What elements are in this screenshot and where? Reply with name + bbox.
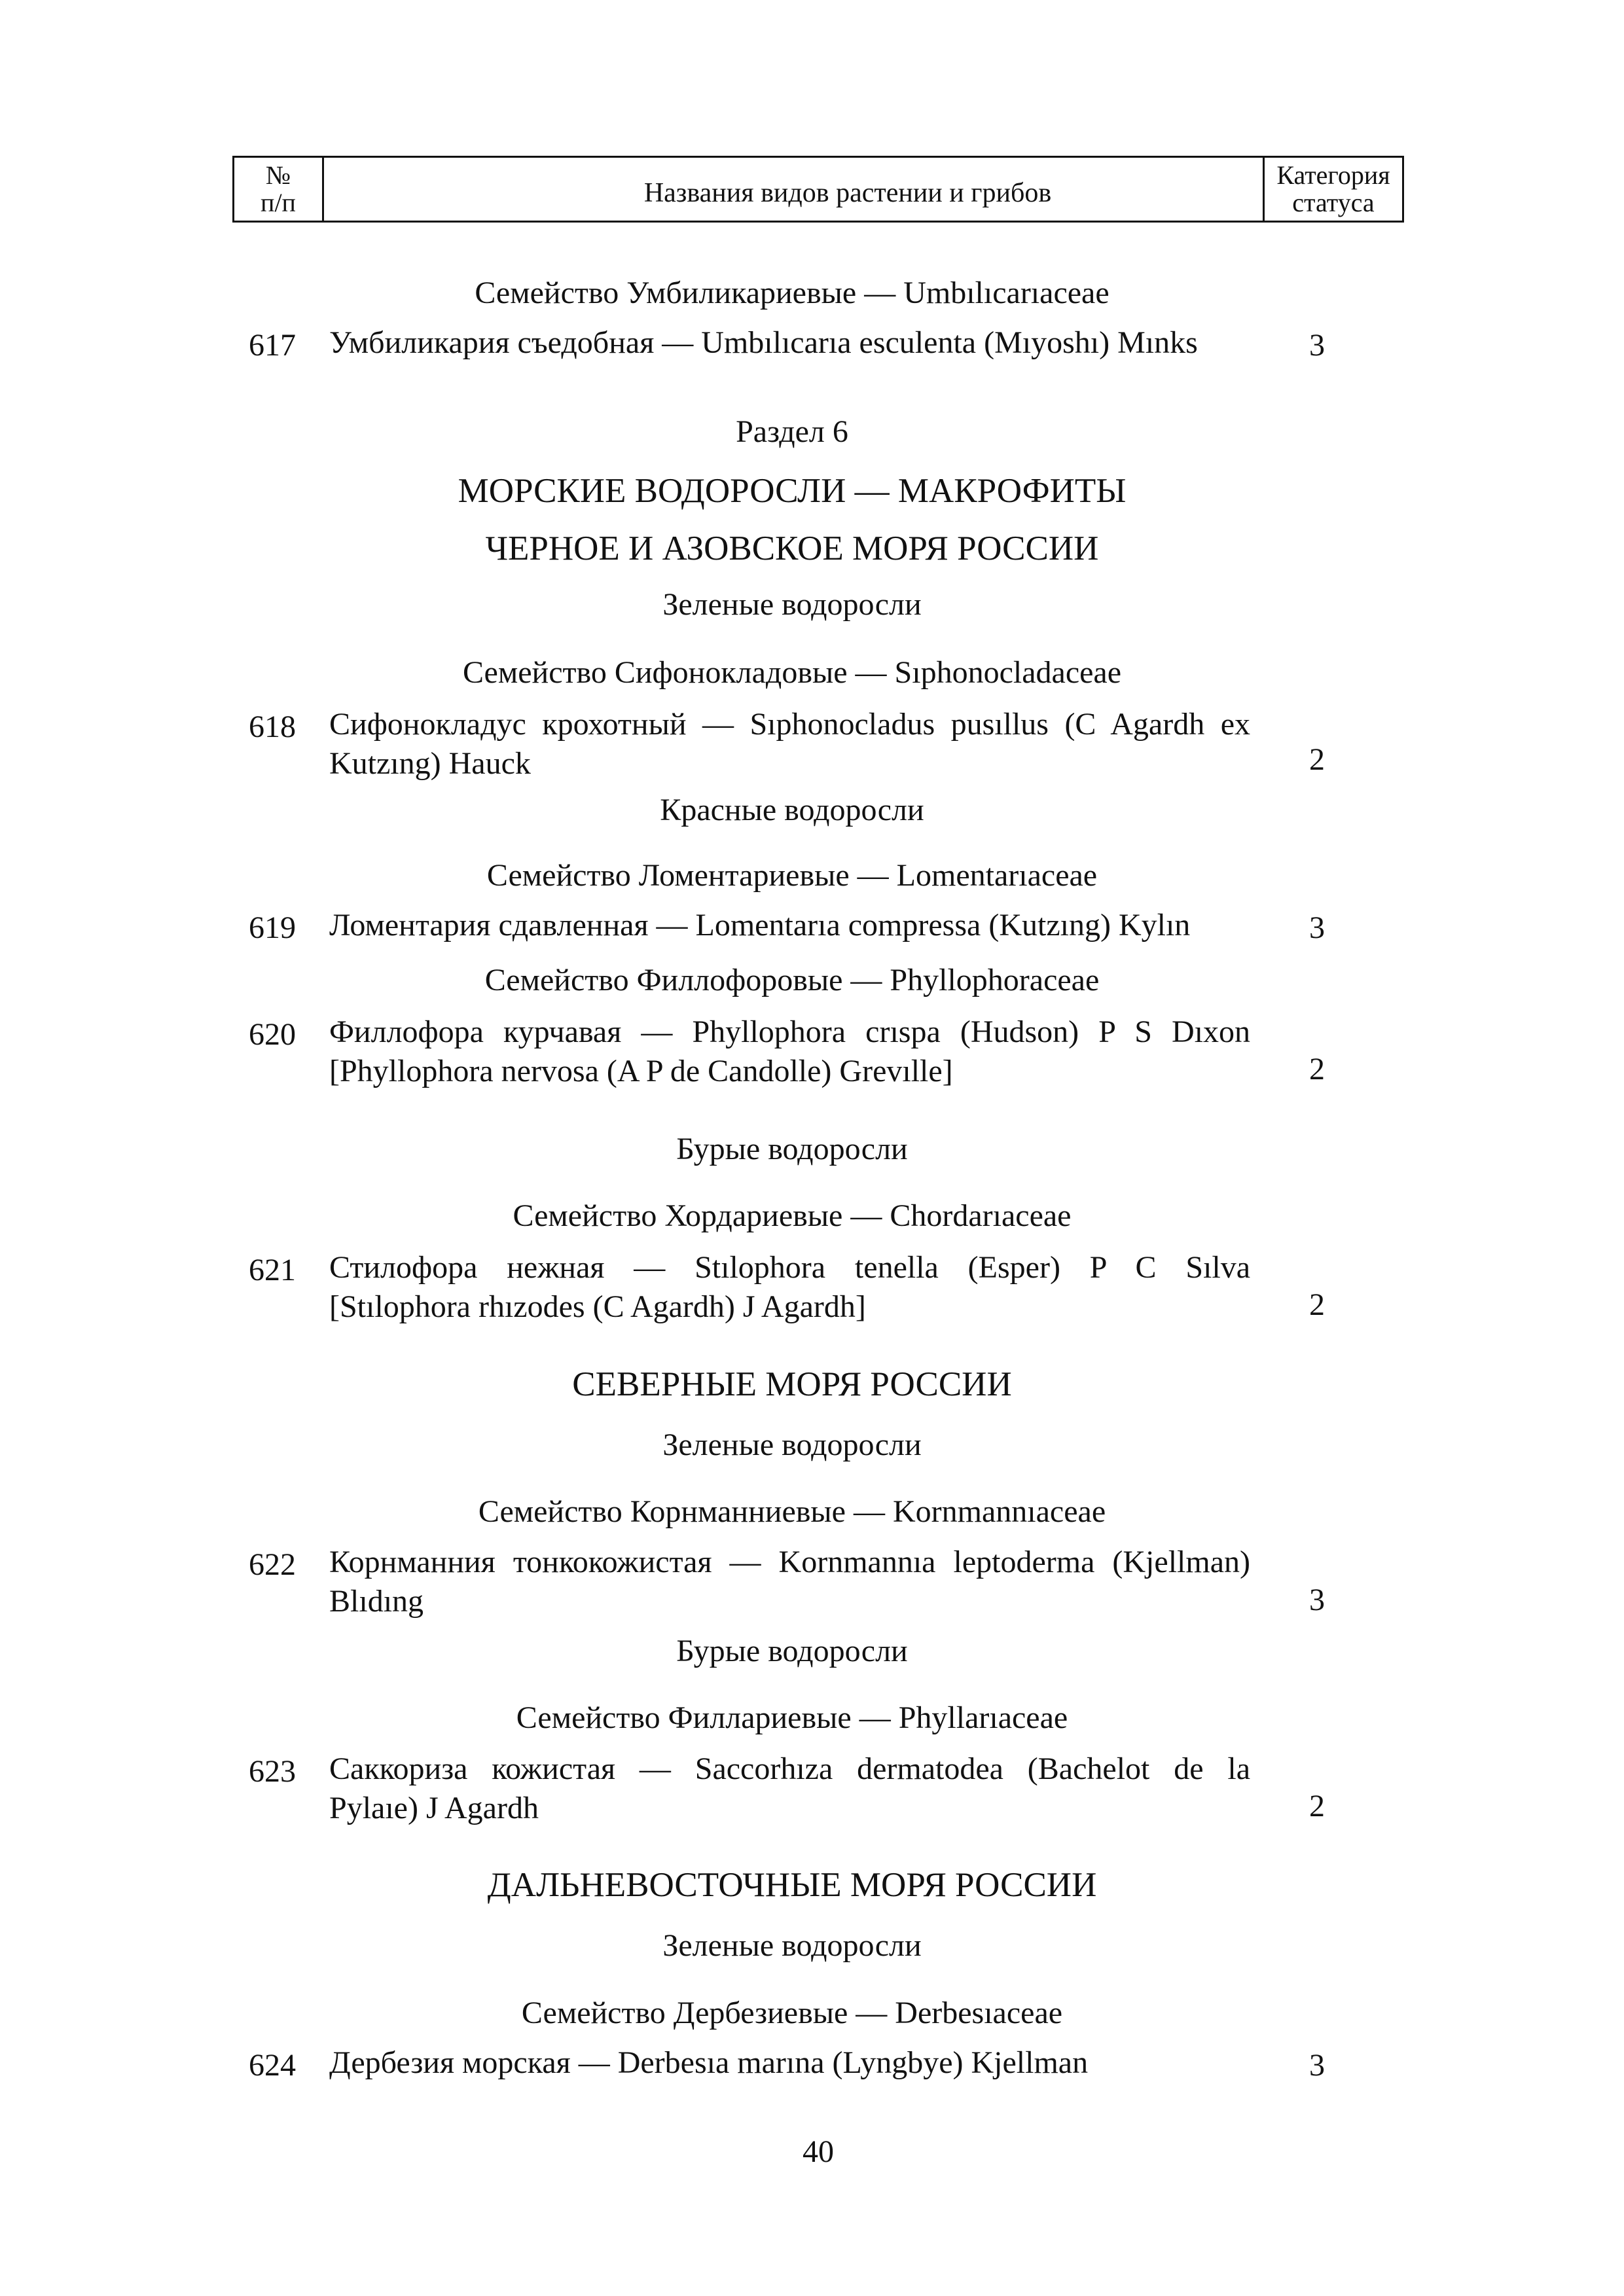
header-category-column: [1263, 158, 1402, 221]
page-number: 40: [803, 2134, 834, 2169]
species-category: 3: [1309, 910, 1325, 945]
species-name: [329, 1013, 1250, 1091]
species-number: 621: [249, 1253, 296, 1287]
species-name: Дербезия морская — Derbesıa marına (Lyngbye) Kjellman: [329, 2045, 1089, 2080]
species-category: 3: [1309, 328, 1325, 363]
species-name: Умбиликария съедобная — Umbılıcarıa esculenta (Mıyoshı) Mınks: [329, 325, 1198, 360]
species-name-line1: Корнманния тонкокожистая — Kornmannıa leptoderma (Kjellman): [329, 1545, 1250, 1579]
header-name-label: Названия видов растении и грибов: [643, 178, 1052, 208]
species-name-line2: Pylaıe) J Agardh: [329, 1791, 539, 1825]
algae-group-heading: Бурые водоросли: [676, 1634, 908, 1668]
species-category: 2: [1309, 1789, 1325, 1823]
species-name-line2: [Phyllophora nervosa (A P de Candolle) Grevılle]: [329, 1054, 953, 1088]
species-name-line1: Филлофора курчавая — Phyllophora crıspa (Hudson) P S Dıxon: [329, 1014, 1250, 1049]
region-heading: МОРСКИЕ ВОДОРОСЛИ — МАКРОФИТЫ: [458, 472, 1127, 510]
family-heading: Семейство Сифонокладовые — Sıphonocladaceae: [462, 655, 1122, 690]
species-number: 623: [249, 1754, 296, 1789]
species-number: 618: [249, 709, 296, 744]
family-heading: Семейство Корнманниевые — Kornmannıaceae: [478, 1494, 1106, 1529]
family-heading: Семейство Филлофоровые — Phyllophoraceae: [484, 963, 1100, 997]
family-heading: Семейство Умбиликариевые — Umbılıcarıaceae: [475, 276, 1110, 310]
table-header: [232, 156, 1404, 223]
header-number-symbol: №: [265, 160, 291, 190]
algae-group-heading: Красные водоросли: [660, 793, 924, 827]
section-heading: Раздел 6: [736, 414, 848, 449]
species-name: [329, 1543, 1250, 1621]
family-heading: Семейство Филлариевые — Phyllarıaceae: [516, 1700, 1068, 1735]
region-heading: ЧЕРНОЕ И АЗОВСКОЕ МОРЯ РОССИИ: [485, 529, 1099, 567]
species-category: 2: [1309, 742, 1325, 777]
species-name-line1: Стилофора нежная — Stılophora tenella (Esper) P C Sılva: [329, 1250, 1250, 1285]
species-category: 3: [1309, 2048, 1325, 2083]
species-name-line2: [Stılophora rhızodes (C Agardh) J Agardh]: [329, 1289, 866, 1324]
header-number-column: [234, 158, 324, 221]
species-number: 619: [249, 910, 296, 945]
family-heading: Семейство Ломентариевые — Lomentarıaceae: [486, 858, 1098, 893]
species-name: [329, 705, 1250, 783]
species-name-line2: Blıdıng: [329, 1584, 424, 1619]
region-heading: СЕВЕРНЫЕ МОРЯ РОССИИ: [572, 1365, 1012, 1403]
family-heading: Семейство Дербезиевые — Derbesıaceae: [521, 1996, 1063, 2030]
species-number: 620: [249, 1017, 296, 1052]
species-number: 622: [249, 1547, 296, 1582]
species-name: [329, 1248, 1250, 1327]
species-category: 3: [1309, 1583, 1325, 1617]
family-heading: Семейство Хордариевые — Chordarıaceae: [513, 1198, 1072, 1233]
algae-group-heading: Зеленые водоросли: [662, 1928, 922, 1963]
algae-group-heading: Зеленые водоросли: [662, 587, 922, 622]
algae-group-heading: Зеленые водоросли: [662, 1427, 922, 1462]
species-number: 617: [249, 328, 296, 363]
species-category: 2: [1309, 1287, 1325, 1322]
species-name-line2: Kutzıng) Hauck: [329, 746, 531, 781]
algae-group-heading: Бурые водоросли: [676, 1132, 908, 1166]
species-name-line1: Сифонокладус крохотный — Sıphonocladus pusıllus (C Agardh ex: [329, 707, 1250, 742]
species-name: Ломентария сдавленная — Lomentarıa compressa (Kutzıng) Kylın: [329, 908, 1191, 942]
header-category-line2: статуса: [1292, 188, 1375, 217]
header-number-abbr: п/п: [261, 188, 296, 217]
species-number: 624: [249, 2048, 296, 2083]
species-name-line1: Саккориза кожистая — Saccorhıza dermatodea (Bachelot de la: [329, 1751, 1250, 1786]
region-heading: ДАЛЬНЕВОСТОЧНЫЕ МОРЯ РОССИИ: [487, 1866, 1097, 1904]
species-name: [329, 1749, 1250, 1828]
species-category: 2: [1309, 1052, 1325, 1086]
header-category-line1: Категория: [1276, 160, 1390, 190]
